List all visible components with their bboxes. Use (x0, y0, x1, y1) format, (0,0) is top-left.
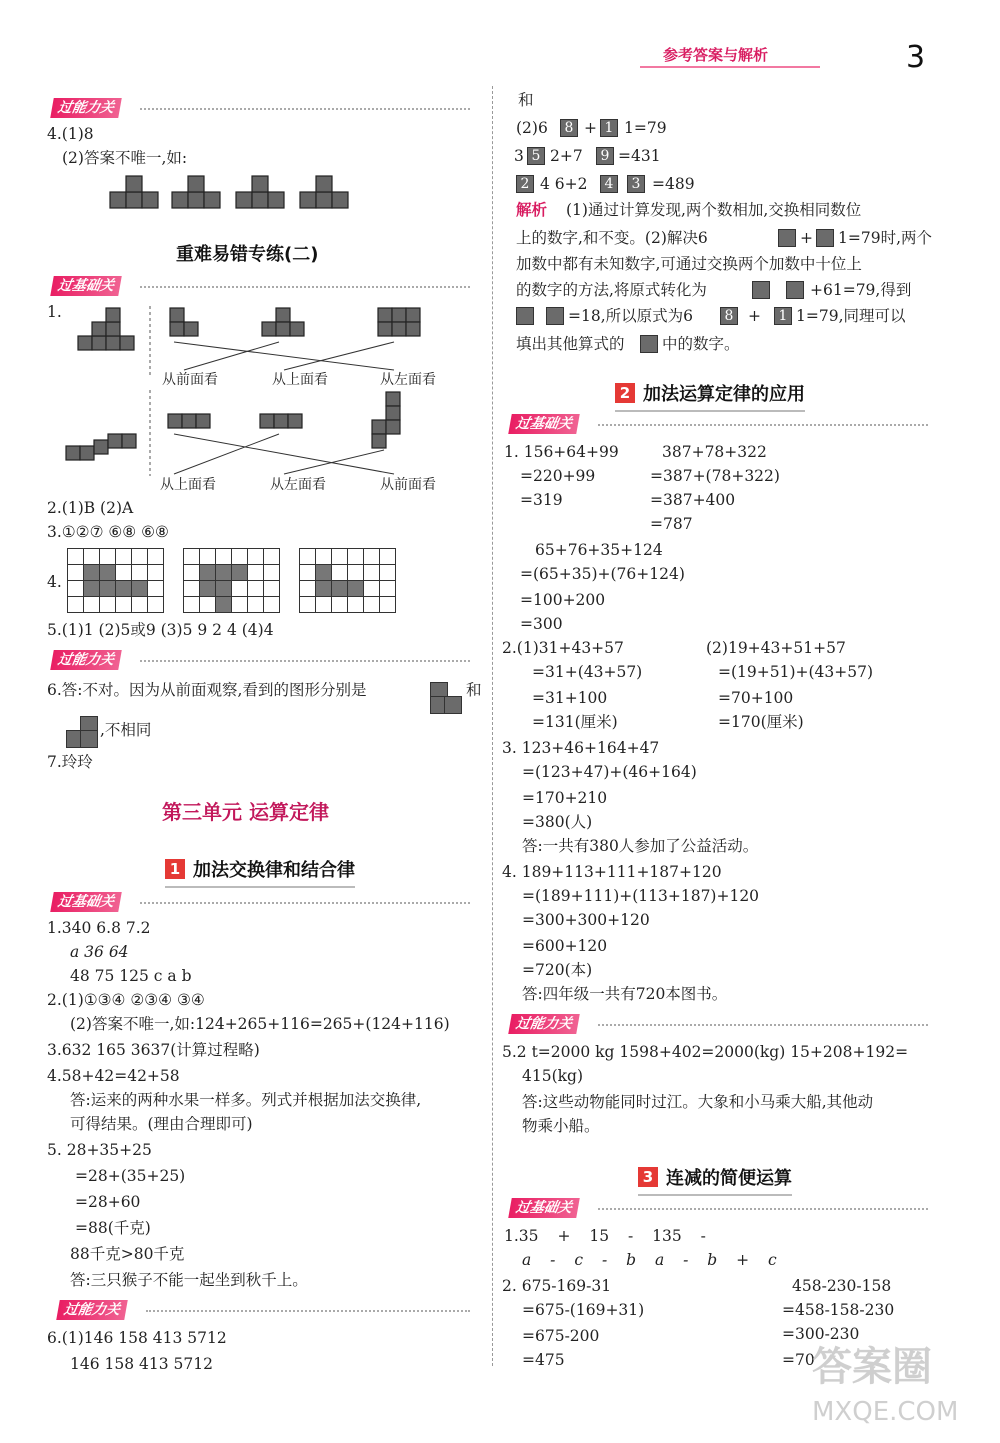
section-title: 加法交换律和结合律 (193, 860, 355, 881)
calc-line: =220+99 (520, 467, 596, 485)
answer-line: (2)答案不唯一,如: (62, 149, 188, 167)
answer-line: 答:运来的两种水果一样多。列式并根据加法交换律, (70, 1091, 422, 1109)
answer-line: 4 6+2 (540, 175, 588, 193)
explanation-line: + (800, 229, 813, 247)
answer-line: 48 75 125 c a b (70, 967, 192, 985)
answer-line: 2.(1)B (2)A (47, 499, 134, 517)
calc-line: =(189+111)+(113+187)+120 (522, 887, 760, 905)
blank-box (786, 281, 804, 299)
calc-line: =70 (782, 1351, 815, 1369)
calc-line: =70+100 (718, 689, 794, 707)
calc-line: 3. 123+46+164+47 (502, 739, 660, 757)
answer-line: 7.玲玲 (47, 753, 93, 771)
blank-box (752, 281, 770, 299)
answer-line: 和 (518, 91, 534, 109)
answer-line: (2)6 (516, 119, 548, 137)
calc-line: 387+78+322 (662, 443, 767, 461)
answer-line: 物乘小船。 (522, 1117, 600, 1135)
calc-line: =458-158-230 (782, 1301, 895, 1319)
calc-line: 答:四年级一共有720本图书。 (522, 985, 728, 1003)
calc-line: 65+76+35+124 (535, 541, 663, 559)
calc-line: 458-230-158 (792, 1277, 892, 1295)
answer-line: 146 158 413 5712 (70, 1355, 213, 1373)
answer-line: 6.答:不对。因为从前面观察,看到的图形分别是 (47, 681, 367, 699)
section-title: 连减的简便运算 (666, 1168, 792, 1189)
calc-line: =720(本) (522, 961, 593, 979)
answer-line: 3.632 165 3637(计算过程略) (47, 1041, 260, 1059)
answer-line: =88(千克) (75, 1219, 151, 1237)
grid-figure-1 (67, 548, 164, 613)
answer-line: 4.(1)8 (47, 125, 94, 143)
answer-line: 和 (466, 681, 482, 699)
header-title: 参考答案与解析 (663, 46, 769, 64)
dotted-rule (140, 286, 470, 288)
calc-line: =300-230 (782, 1325, 860, 1343)
explanation-line: =18,所以原式为6 (568, 307, 693, 325)
page-number: 3 (906, 40, 926, 75)
blank-box (640, 335, 658, 353)
digit-box: 2 (516, 175, 534, 193)
view-label: 从上面看 (160, 477, 216, 493)
view-label: 从前面看 (380, 477, 436, 493)
explanation-line: 填出其他算式的 (516, 335, 625, 353)
badge-guo-ji-chu: 过基础关 (50, 276, 122, 296)
header-underline (640, 66, 820, 68)
unit-title: 第三单元 运算定律 (162, 800, 329, 824)
calc-line: =387+400 (650, 491, 736, 509)
calc-line: 1. 156+64+99 (504, 443, 619, 461)
dotted-rule (598, 1024, 928, 1026)
calc-line: =475 (522, 1351, 565, 1369)
calc-line: 2.(1)31+43+57 (502, 639, 624, 657)
section-heading-3 (638, 1164, 792, 1190)
badge-guo-ji-chu: 过基础关 (50, 892, 122, 912)
answer-line: =28+(35+25) (75, 1167, 186, 1185)
calc-line: =(19+51)+(43+57) (718, 663, 874, 681)
answer-line: 2.(1)①③④ ②③④ ③④ (47, 991, 205, 1009)
calc-line: =31+100 (532, 689, 608, 707)
calc-line: 4. 189+113+111+187+120 (502, 863, 722, 881)
digit-box: 9 (596, 147, 614, 165)
section-heading-1 (165, 856, 355, 882)
calc-line: (2)19+43+51+57 (706, 639, 846, 657)
badge-guo-ji-chu: 过基础关 (508, 1198, 580, 1218)
dotted-rule (598, 1208, 928, 1210)
explanation-line: 1=79,同理可以 (796, 307, 906, 325)
grid-figure-3 (299, 548, 396, 613)
view-matching-figure-2 (64, 390, 454, 476)
answer-line: a 36 64 (70, 943, 129, 961)
section-number: 3 (638, 1167, 658, 1187)
digit-box: 5 (527, 147, 545, 165)
answer-line: 4.58+42=42+58 (47, 1067, 180, 1085)
dotted-rule (146, 1310, 470, 1312)
answer-line: + (584, 119, 597, 137)
answer-line: 可得结果。(理由合理即可) (70, 1115, 253, 1133)
answer-line: 3 (514, 147, 524, 165)
explanation-line: + (748, 307, 761, 325)
view-label: 从左面看 (270, 477, 326, 493)
watermark-url: MXQE.COM (812, 1397, 959, 1427)
digit-box: 4 (600, 175, 618, 193)
column-divider (492, 86, 493, 1366)
view-matching-figure-1 (74, 306, 454, 378)
answer-line: 6.(1)146 158 413 5712 (47, 1329, 227, 1347)
explanation-line: 1=79时,两个 (838, 229, 932, 247)
answer-line: 5. 28+35+25 (47, 1141, 152, 1159)
explanation-line: 加数中都有未知数字,可通过交换两个加数中十位上 (516, 255, 862, 273)
answer-line: (2)答案不唯一,如:124+265+116=265+(124+116) (70, 1015, 450, 1033)
question-number: 1. (47, 303, 62, 321)
digit-box: 8 (720, 307, 738, 325)
watermark (812, 1345, 958, 1427)
digit-box: 1 (600, 119, 618, 137)
view-label: 从左面看 (380, 372, 436, 388)
explanation-line: 上的数字,和不变。(2)解决6 (516, 229, 708, 247)
dotted-rule (140, 660, 470, 662)
explanation-line: +61=79,得到 (810, 281, 912, 299)
calc-line: =380(人) (522, 813, 593, 831)
blank-box (816, 229, 834, 247)
calc-line: =319 (520, 491, 563, 509)
view-label: 从前面看 (162, 372, 218, 388)
answer-line: =489 (652, 175, 695, 193)
answer-line: 答:这些动物能同时过江。大象和小马乘大船,其他动 (522, 1093, 874, 1111)
answer-line: 答:三只猴子不能一起坐到秋千上。 (70, 1271, 308, 1289)
explanation-line: (1)通过计算发现,两个数相加,交换相同数位 (566, 201, 862, 219)
answer-line: 1=79 (624, 119, 667, 137)
calc-line: =387+(78+322) (650, 467, 780, 485)
answer-line: 3.①②⑦ ⑥⑧ ⑥⑧ (47, 523, 169, 541)
calc-line: =(65+35)+(76+124) (520, 565, 685, 583)
digit-box: 3 (627, 175, 645, 193)
answer-line: 1.35 + 15 - 135 - (504, 1227, 706, 1245)
explanation-line: 中的数字。 (662, 335, 740, 353)
calc-line: =787 (650, 515, 693, 533)
calc-line: =170(厘米) (718, 713, 804, 731)
calc-line: =300 (520, 615, 563, 633)
badge-guo-neng-li: 过能力关 (50, 650, 122, 670)
calc-line: =675-200 (522, 1327, 600, 1345)
calc-line: =600+120 (522, 937, 608, 955)
answer-line: 1.340 6.8 7.2 (47, 919, 151, 937)
badge-guo-ji-chu: 过基础关 (508, 414, 580, 434)
dotted-rule (140, 902, 470, 904)
section-number: 2 (615, 383, 635, 403)
blank-box (778, 229, 796, 247)
answer-line: ,不相同 (100, 721, 152, 739)
jiexi-label: 解析 (516, 201, 548, 219)
calc-line: =(123+47)+(46+164) (522, 763, 697, 781)
badge-guo-neng-li: 过能力关 (508, 1014, 580, 1034)
badge-guo-neng-li: 过能力关 (56, 1300, 128, 1320)
calc-line: =31+(43+57) (532, 663, 643, 681)
section-title-review: 重难易错专练(二) (176, 244, 319, 265)
badge-guo-neng-li: 过能力关 (50, 98, 122, 118)
view-label: 从上面看 (272, 372, 328, 388)
explanation-line: 的数字的方法,将原式转化为 (516, 281, 707, 299)
watermark-logo: 答案圈 (812, 1344, 932, 1390)
shape-icon (444, 696, 462, 714)
dotted-rule (598, 424, 928, 426)
section-heading-2 (615, 380, 805, 406)
grid-figure-2 (183, 548, 280, 613)
answer-line: =28+60 (75, 1193, 141, 1211)
digit-box: 1 (774, 307, 792, 325)
calc-line: =675-(169+31) (522, 1301, 645, 1319)
calc-line: 2. 675-169-31 (502, 1277, 612, 1295)
answer-line: 415(kg) (522, 1067, 583, 1085)
answer-line: 5.2 t=2000 kg 1598+402=2000(kg) 15+208+192= (502, 1043, 909, 1061)
calc-line: 答:一共有380人参加了公益活动。 (522, 837, 759, 855)
answer-line: a - c - b a - b + c (522, 1251, 777, 1269)
digit-box: 8 (560, 119, 578, 137)
section-title: 加法运算定律的应用 (643, 384, 805, 405)
answer-line: 88千克>80千克 (70, 1245, 185, 1263)
calc-line: =300+300+120 (522, 911, 650, 929)
cube-figure-row (108, 170, 358, 216)
section-number: 1 (165, 859, 185, 879)
blank-box (516, 307, 534, 325)
blank-box (546, 307, 564, 325)
calc-line: =131(厘米) (532, 713, 618, 731)
calc-line: =170+210 (522, 789, 608, 807)
answer-line: =431 (618, 147, 661, 165)
question-number: 4. (47, 573, 62, 591)
calc-line: =100+200 (520, 591, 606, 609)
dotted-rule (140, 108, 470, 110)
answer-line: 5.(1)1 (2)5或9 (3)5 9 2 4 (4)4 (47, 621, 274, 639)
shape-icon (80, 730, 98, 748)
answer-line: 2+7 (550, 147, 583, 165)
